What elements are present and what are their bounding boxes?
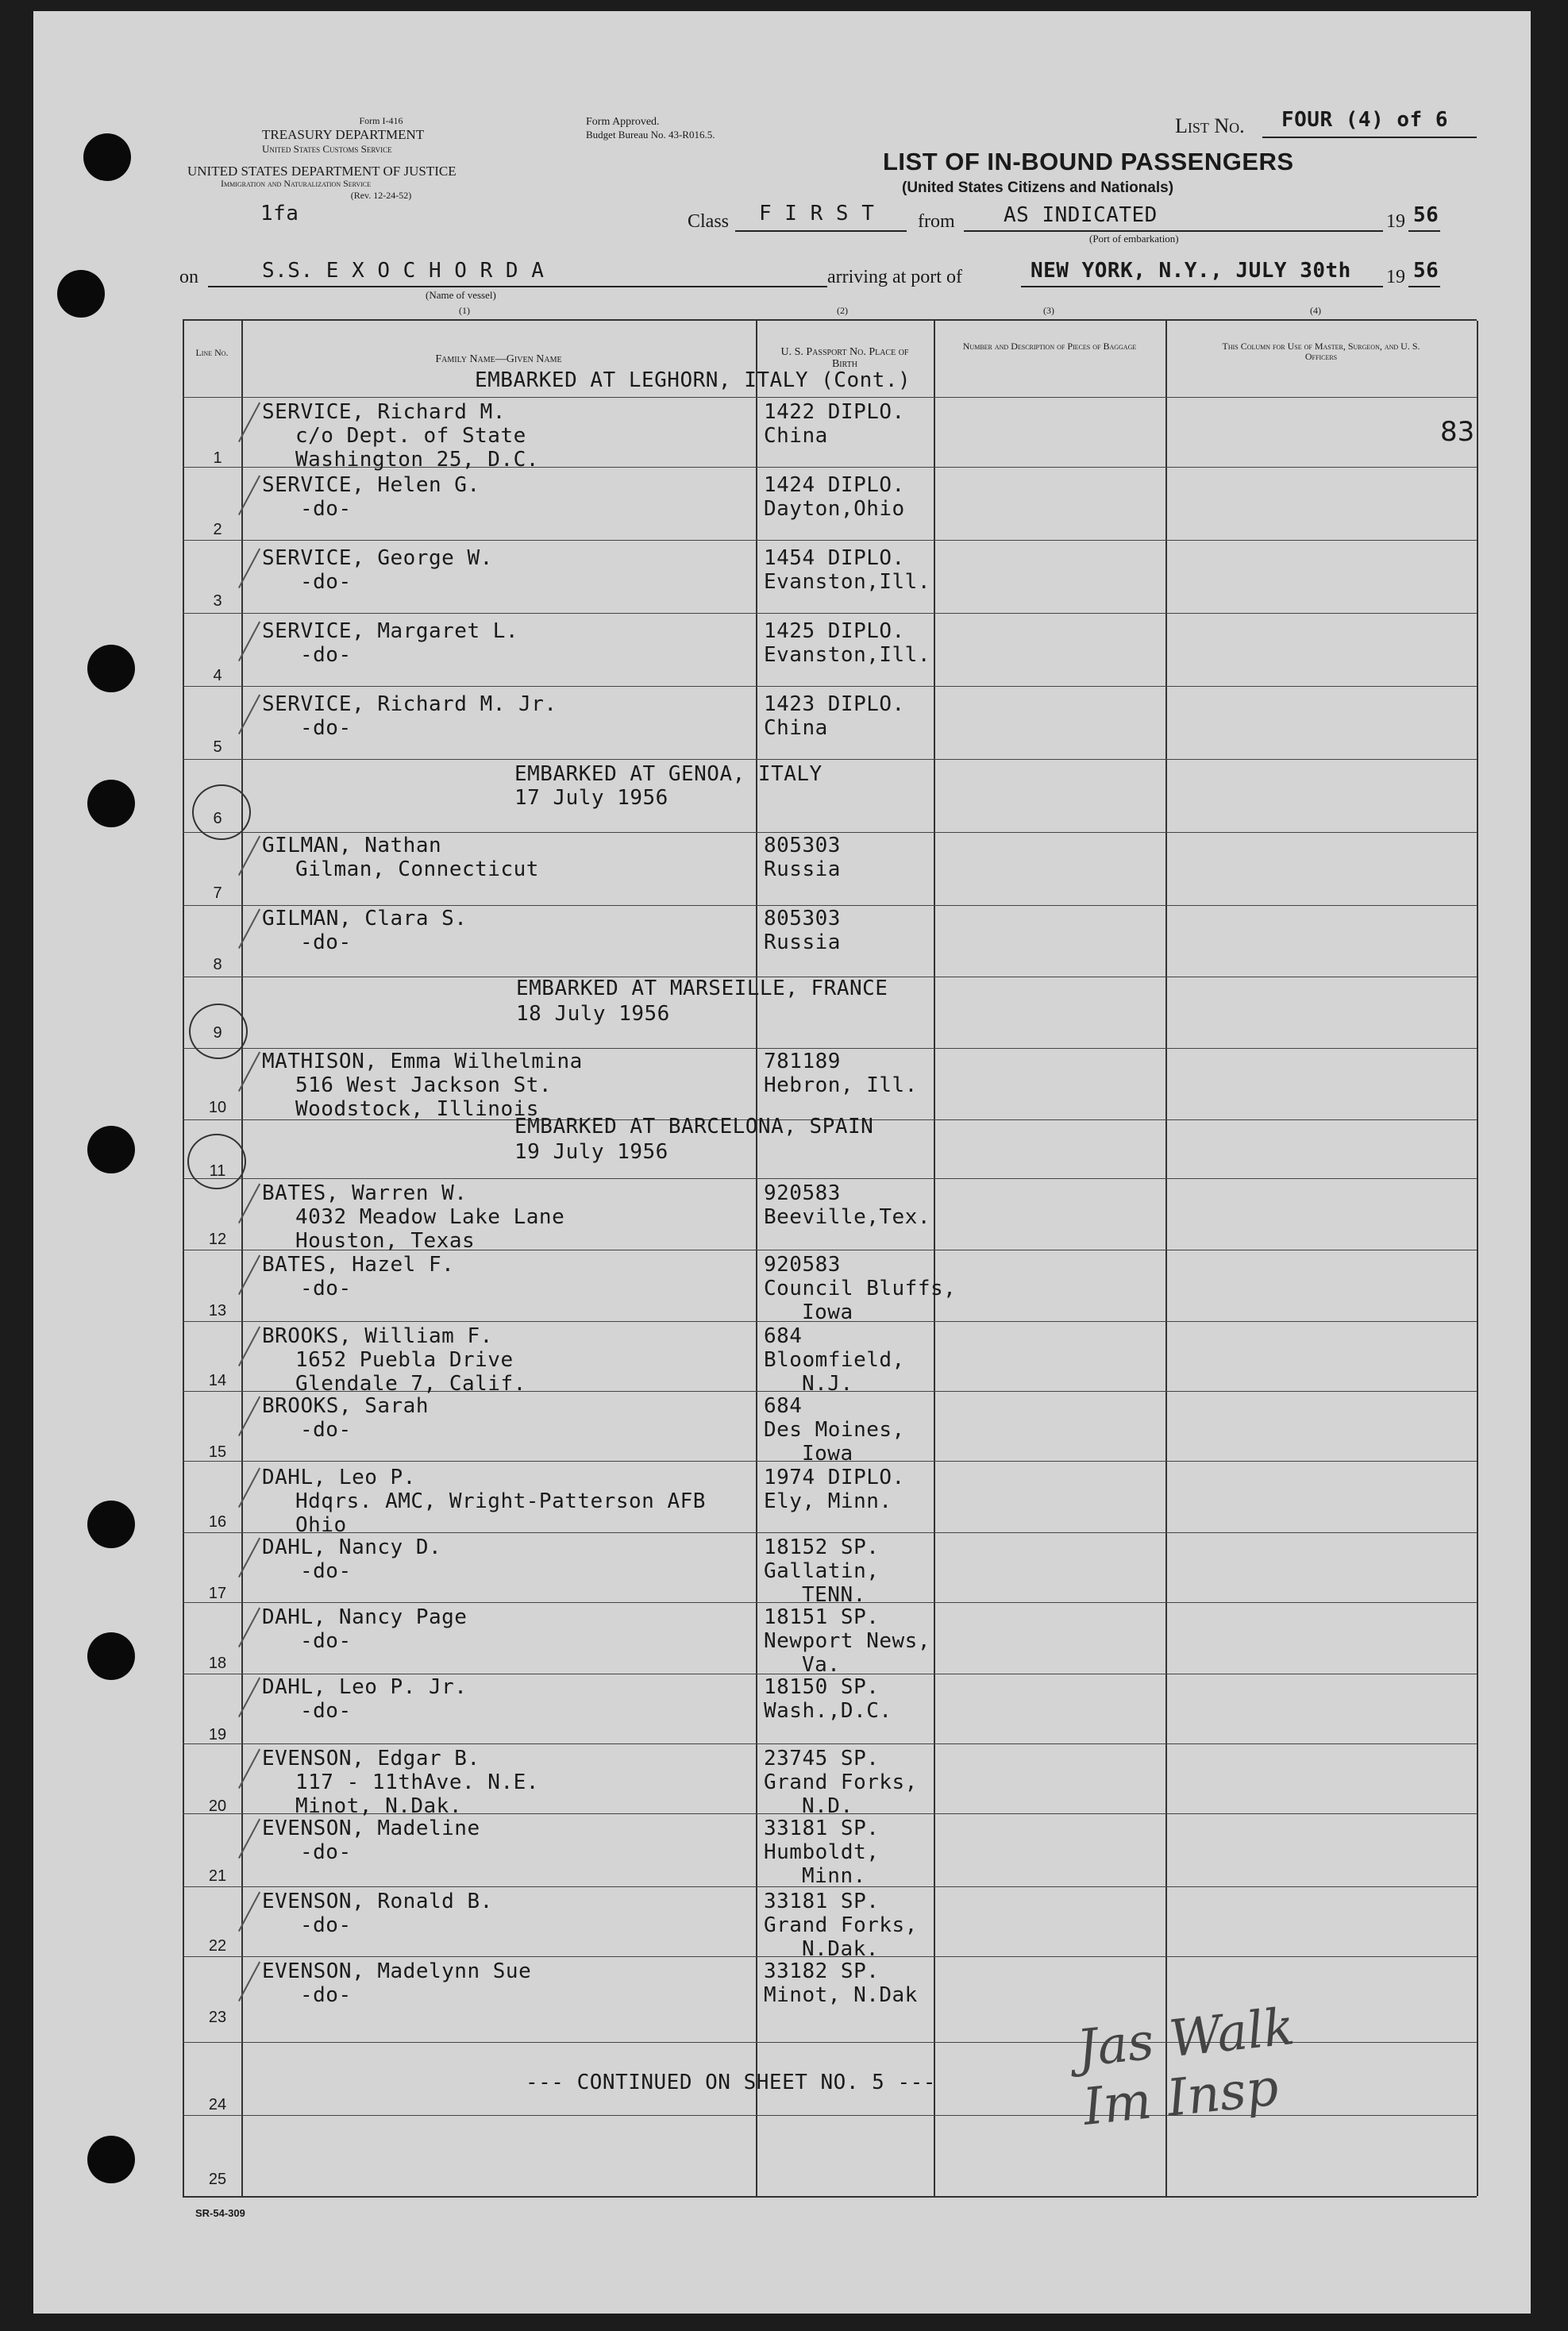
binder-hole bbox=[87, 1632, 135, 1680]
header-name: Family Name—Given Name bbox=[435, 353, 562, 365]
arrival-port-date: NEW YORK, N.Y., JULY 30th bbox=[1031, 259, 1351, 283]
embark-barcelona-date: 19 July 1956 bbox=[514, 1140, 668, 1164]
place-of-birth: Russia bbox=[764, 930, 841, 954]
passenger-detail: Minot, N.Dak. bbox=[295, 1794, 462, 1818]
passport-number: 18150 SP. bbox=[764, 1675, 880, 1699]
passenger-detail: -do- bbox=[300, 1699, 352, 1723]
line-number: 6 bbox=[213, 810, 222, 827]
column-number: (3) bbox=[1043, 305, 1054, 316]
line-number: 17 bbox=[208, 1585, 227, 1602]
passenger-detail: -do- bbox=[300, 497, 352, 521]
line-number: 15 bbox=[208, 1443, 227, 1461]
place-of-birth: N.Dak. bbox=[802, 1937, 879, 1961]
passport-number: 920583 bbox=[764, 1181, 841, 1205]
header-baggage: Number and Description of Pieces of Baggage bbox=[962, 341, 1137, 352]
passenger-detail: c/o Dept. of State bbox=[295, 424, 526, 448]
circled-line-11 bbox=[187, 1134, 246, 1189]
passenger-detail: -do- bbox=[300, 1983, 352, 2007]
passenger-detail: Glendale 7, Calif. bbox=[295, 1372, 526, 1396]
line-number: 5 bbox=[213, 738, 222, 756]
line-number: 14 bbox=[208, 1372, 227, 1389]
passenger-detail: -do- bbox=[300, 1559, 352, 1583]
place-of-birth: Minn. bbox=[802, 1864, 866, 1888]
embark-marseille: EMBARKED AT MARSEILLE, FRANCE bbox=[516, 977, 888, 1000]
row-divider bbox=[183, 905, 1477, 906]
passenger-name: SERVICE, Richard M. bbox=[262, 400, 506, 424]
line-number: 16 bbox=[208, 1513, 227, 1531]
vessel-name: S.S. E X O C H O R D A bbox=[262, 259, 545, 283]
place-of-birth: Des Moines, bbox=[764, 1418, 905, 1442]
line-number: 12 bbox=[208, 1231, 227, 1248]
binder-hole bbox=[87, 2136, 135, 2183]
passenger-name: MATHISON, Emma Wilhelmina bbox=[262, 1050, 583, 1073]
passenger-detail: 4032 Meadow Lake Lane bbox=[295, 1205, 565, 1229]
binder-hole bbox=[83, 133, 131, 181]
passport-number: 1423 DIPLO. bbox=[764, 692, 905, 716]
document-title: LIST OF IN-BOUND PASSENGERS bbox=[883, 148, 1294, 175]
passenger-name: DAHL, Leo P. Jr. bbox=[262, 1675, 468, 1699]
vessel-caption: (Name of vessel) bbox=[426, 289, 496, 301]
binder-hole bbox=[87, 1501, 135, 1548]
passenger-detail: Hdqrs. AMC, Wright-Patterson AFB bbox=[295, 1489, 706, 1513]
arriving-label: arriving at port of bbox=[827, 267, 962, 287]
arrival-year-prefix: 19 bbox=[1386, 267, 1405, 287]
passport-number: 33182 SP. bbox=[764, 1959, 880, 1983]
passenger-name: GILMAN, Nathan bbox=[262, 834, 442, 857]
header-passport: U. S. Passport No. Place of Birth bbox=[780, 346, 909, 370]
passenger-name: EVENSON, Madelynn Sue bbox=[262, 1959, 532, 1983]
passport-number: 1454 DIPLO. bbox=[764, 546, 905, 570]
passenger-detail: Gilman, Connecticut bbox=[295, 857, 539, 881]
passenger-name: DAHL, Nancy Page bbox=[262, 1605, 468, 1629]
place-of-birth: Russia bbox=[764, 857, 841, 881]
header-officers: This Column for Use of Master, Surgeon, and U. S. Officers bbox=[1222, 341, 1420, 362]
place-of-birth: China bbox=[764, 424, 828, 448]
passport-number: 18151 SP. bbox=[764, 1605, 880, 1629]
row-divider bbox=[183, 759, 1477, 760]
from-label: from bbox=[918, 211, 955, 232]
line-number: 10 bbox=[208, 1099, 227, 1116]
header-line-no: Line No. bbox=[195, 347, 229, 358]
line-number: 19 bbox=[208, 1726, 227, 1743]
place-of-birth: Gallatin, bbox=[764, 1559, 880, 1583]
line-number: 2 bbox=[213, 521, 222, 538]
line-number: 24 bbox=[208, 2096, 227, 2113]
line-number: 4 bbox=[213, 667, 222, 684]
line-number: 3 bbox=[213, 592, 222, 610]
passport-number: 1424 DIPLO. bbox=[764, 473, 905, 497]
row-divider bbox=[183, 397, 1477, 398]
passport-number: 684 bbox=[764, 1394, 803, 1418]
place-of-birth: Iowa bbox=[802, 1442, 853, 1466]
circled-line-9 bbox=[189, 1004, 248, 1059]
place-of-birth: Wash.,D.C. bbox=[764, 1699, 892, 1723]
passenger-detail: -do- bbox=[300, 1840, 352, 1864]
passenger-name: DAHL, Nancy D. bbox=[262, 1535, 442, 1559]
budget-bureau: Budget Bureau No. 43-R016.5. bbox=[586, 129, 715, 141]
passenger-detail: Washington 25, D.C. bbox=[295, 448, 539, 472]
form-number: Form I-416 bbox=[359, 115, 403, 126]
class-value: F I R S T bbox=[759, 202, 875, 225]
passport-number: 684 bbox=[764, 1324, 803, 1348]
line-number: 9 bbox=[213, 1024, 222, 1042]
passenger-detail: -do- bbox=[300, 930, 352, 954]
line-number: 13 bbox=[208, 1302, 227, 1320]
passenger-name: SERVICE, Helen G. bbox=[262, 473, 480, 497]
from-value: AS INDICATED bbox=[1004, 203, 1158, 227]
passport-number: 33181 SP. bbox=[764, 1890, 880, 1913]
passenger-detail: -do- bbox=[300, 1629, 352, 1653]
passenger-detail: Woodstock, Illinois bbox=[295, 1097, 539, 1121]
row-divider bbox=[183, 1178, 1477, 1179]
circled-line-6 bbox=[192, 784, 251, 840]
passenger-detail: -do- bbox=[300, 1913, 352, 1937]
column-number: (4) bbox=[1310, 305, 1321, 316]
passenger-name: BATES, Hazel F. bbox=[262, 1253, 455, 1277]
passport-number: 1422 DIPLO. bbox=[764, 400, 905, 424]
line-number: 8 bbox=[213, 956, 222, 973]
passenger-detail: 117 - 11thAve. N.E. bbox=[295, 1770, 539, 1794]
line-number: 7 bbox=[213, 884, 222, 902]
passenger-name: EVENSON, Ronald B. bbox=[262, 1890, 493, 1913]
passenger-detail: -do- bbox=[300, 716, 352, 740]
passenger-detail: 1652 Puebla Drive bbox=[295, 1348, 514, 1372]
row-divider bbox=[183, 1743, 1477, 1744]
row-divider bbox=[183, 540, 1477, 541]
passport-number: 33181 SP. bbox=[764, 1817, 880, 1840]
passenger-name: BATES, Warren W. bbox=[262, 1181, 468, 1205]
handwritten-signature: Jas Walk Im Insp bbox=[1074, 1998, 1297, 2137]
list-number: FOUR (4) of 6 bbox=[1281, 108, 1448, 132]
passport-number: 805303 bbox=[764, 907, 841, 930]
passport-number: 23745 SP. bbox=[764, 1747, 880, 1770]
port-caption: (Port of embarkation) bbox=[1089, 233, 1179, 245]
binder-hole bbox=[87, 645, 135, 692]
passenger-detail: 516 West Jackson St. bbox=[295, 1073, 553, 1097]
row-divider bbox=[183, 686, 1477, 687]
on-label: on bbox=[179, 267, 198, 287]
place-of-birth: Newport News, bbox=[764, 1629, 930, 1653]
place-of-birth: TENN. bbox=[802, 1583, 866, 1607]
arrival-year-value: 56 bbox=[1413, 259, 1439, 283]
embark-barcelona: EMBARKED AT BARCELONA, SPAIN bbox=[514, 1115, 874, 1139]
place-of-birth: Minot, N.Dak bbox=[764, 1983, 918, 2007]
passenger-name: SERVICE, George W. bbox=[262, 546, 493, 570]
place-of-birth: Hebron, Ill. bbox=[764, 1073, 918, 1097]
line-number: 20 bbox=[208, 1797, 227, 1815]
place-of-birth: Bloomfield, bbox=[764, 1348, 905, 1372]
passenger-detail: -do- bbox=[300, 643, 352, 667]
binder-hole bbox=[57, 270, 105, 318]
class-label: Class bbox=[688, 211, 730, 232]
passenger-detail: -do- bbox=[300, 1418, 352, 1442]
year-prefix: 19 bbox=[1386, 211, 1405, 232]
passport-number: 805303 bbox=[764, 834, 841, 857]
passenger-detail: Houston, Texas bbox=[295, 1229, 476, 1253]
row-divider bbox=[183, 1048, 1477, 1049]
passport-number: 1974 DIPLO. bbox=[764, 1466, 905, 1489]
passenger-name: BROOKS, Sarah bbox=[262, 1394, 429, 1418]
line-number: 22 bbox=[208, 1937, 227, 1955]
list-no-label: List No. bbox=[1175, 114, 1245, 137]
officer-note: 83 bbox=[1440, 416, 1475, 448]
passport-number: 1425 DIPLO. bbox=[764, 619, 905, 643]
row-divider bbox=[183, 832, 1477, 833]
place-of-birth: Evanston,Ill. bbox=[764, 570, 930, 594]
office-code: 1fa bbox=[260, 202, 299, 225]
passenger-detail: -do- bbox=[300, 1277, 352, 1300]
line-number: 21 bbox=[208, 1867, 227, 1885]
passenger-name: BROOKS, William F. bbox=[262, 1324, 493, 1348]
embark-genoa: EMBARKED AT GENOA, ITALY bbox=[514, 762, 823, 786]
ins-service: Immigration and Naturalization Service bbox=[221, 178, 372, 189]
embark-marseille-date: 18 July 1956 bbox=[516, 1002, 670, 1026]
form-approved: Form Approved. bbox=[586, 116, 660, 128]
passenger-name: EVENSON, Edgar B. bbox=[262, 1747, 480, 1770]
document-subtitle: (United States Citizens and Nationals) bbox=[902, 179, 1174, 196]
place-of-birth: Evanston,Ill. bbox=[764, 643, 930, 667]
row-divider bbox=[183, 613, 1477, 614]
place-of-birth: Dayton,Ohio bbox=[764, 497, 905, 521]
passenger-name: GILMAN, Clara S. bbox=[262, 907, 468, 930]
place-of-birth: Grand Forks, bbox=[764, 1770, 918, 1794]
place-of-birth: Beeville,Tex. bbox=[764, 1205, 930, 1229]
treasury-department: TREASURY DEPARTMENT bbox=[262, 127, 425, 142]
embark-leghorn: EMBARKED AT LEGHORN, ITALY (Cont.) bbox=[475, 368, 911, 392]
binder-hole bbox=[87, 1126, 135, 1173]
customs-service: United States Customs Service bbox=[262, 143, 392, 155]
passenger-name: EVENSON, Madeline bbox=[262, 1817, 480, 1840]
place-of-birth: N.J. bbox=[802, 1372, 853, 1396]
embark-genoa-date: 17 July 1956 bbox=[514, 786, 668, 810]
place-of-birth: Grand Forks, bbox=[764, 1913, 918, 1937]
place-of-birth: Iowa bbox=[802, 1300, 853, 1324]
passenger-detail: Ohio bbox=[295, 1513, 347, 1537]
passport-number: 781189 bbox=[764, 1050, 841, 1073]
passenger-name: DAHL, Leo P. bbox=[262, 1466, 416, 1489]
passport-number: 920583 bbox=[764, 1253, 841, 1277]
place-of-birth: Ely, Minn. bbox=[764, 1489, 892, 1513]
place-of-birth: Va. bbox=[802, 1653, 841, 1677]
place-of-birth: China bbox=[764, 716, 828, 740]
dept-of-justice: UNITED STATES DEPARTMENT OF JUSTICE bbox=[187, 164, 457, 179]
passport-number: 18152 SP. bbox=[764, 1535, 880, 1559]
continued-note: --- CONTINUED ON SHEET NO. 5 --- bbox=[526, 2071, 936, 2094]
passenger-detail: -do- bbox=[300, 570, 352, 594]
year-value: 56 bbox=[1413, 203, 1439, 227]
place-of-birth: Council Bluffs, bbox=[764, 1277, 957, 1300]
binder-hole bbox=[87, 780, 135, 827]
row-divider bbox=[183, 1532, 1477, 1533]
passenger-name: SERVICE, Richard M. Jr. bbox=[262, 692, 557, 716]
passenger-name: SERVICE, Margaret L. bbox=[262, 619, 519, 643]
line-number: 25 bbox=[208, 2171, 227, 2188]
line-number: 18 bbox=[208, 1655, 227, 1672]
column-number: (1) bbox=[459, 305, 470, 316]
line-number: 23 bbox=[208, 2009, 227, 2026]
place-of-birth: N.D. bbox=[802, 1794, 853, 1818]
line-number: 1 bbox=[213, 449, 222, 467]
line-number: 11 bbox=[209, 1162, 226, 1180]
footer-code: SR-54-309 bbox=[195, 2207, 245, 2219]
revision-date: (Rev. 12-24-52) bbox=[350, 190, 412, 201]
column-number: (2) bbox=[837, 305, 848, 316]
place-of-birth: Humboldt, bbox=[764, 1840, 880, 1864]
